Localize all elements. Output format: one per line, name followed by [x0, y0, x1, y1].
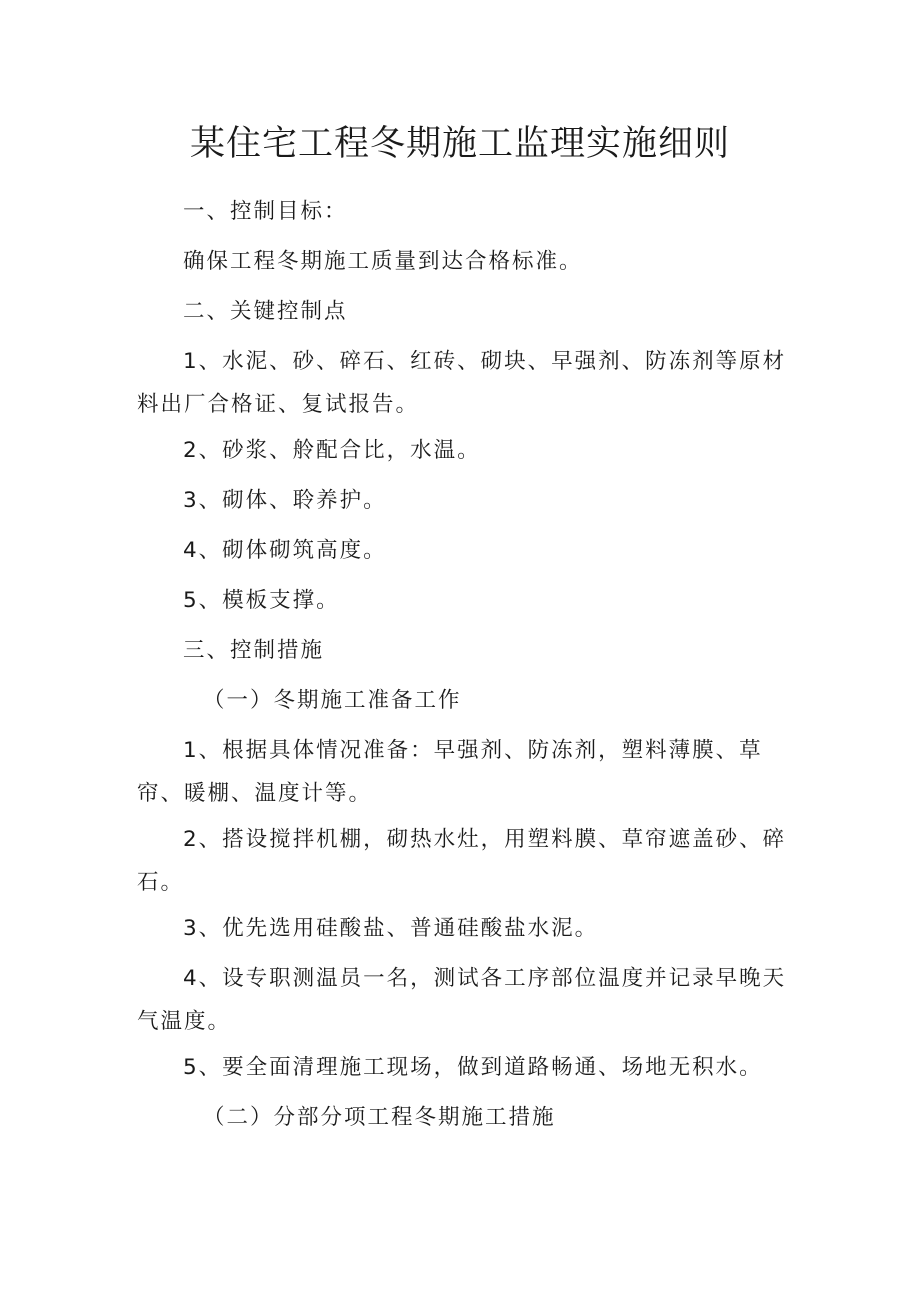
list-item: 5、要全面清理施工现场，做到道路畅通、场地无积水。 — [183, 1055, 763, 1080]
section-heading-control-measures: 三、控制措施 — [183, 638, 325, 663]
subsection-heading-measures: （二）分部分项工程冬期施工措施 — [203, 1105, 556, 1130]
list-item: 2、搭设搅拌机棚，砌热水灶，用塑料膜、草帘遮盖砂、碎石。 — [137, 827, 787, 895]
document-title: 某住宅工程冬期施工监理实施细则 — [189, 124, 730, 164]
paragraph: 确保工程冬期施工质量到达合格标准。 — [183, 249, 583, 274]
list-item: 1、水泥、砂、碎石、红砖、砌块、早强剂、防冻剂等原材料出厂合格证、复试报告。 — [137, 349, 787, 417]
list-item: 3、砌体、聆养护。 — [183, 488, 387, 513]
subsection-heading-preparation: （一）冬期施工准备工作 — [203, 688, 462, 713]
section-heading-key-points: 二、关键控制点 — [183, 299, 348, 324]
list-item: 3、优先选用硅酸盐、普通硅酸盐水泥。 — [183, 916, 599, 941]
section-heading-control-goal: 一、控制目标： — [183, 199, 348, 224]
list-item: 1、根据具体情况准备：早强剂、防冻剂，塑料薄膜、草帘、暖棚、温度计等。 — [137, 738, 763, 806]
list-item: 4、砌体砌筑高度。 — [183, 538, 387, 563]
list-item: 2、砂浆、舲配合比，水温。 — [183, 438, 481, 463]
list-item: 4、设专职测温员一名，测试各工序部位温度并记录早晚天气温度。 — [137, 966, 787, 1034]
list-item: 5、模板支撑。 — [183, 588, 340, 613]
document-body — [137, 190, 787, 1146]
